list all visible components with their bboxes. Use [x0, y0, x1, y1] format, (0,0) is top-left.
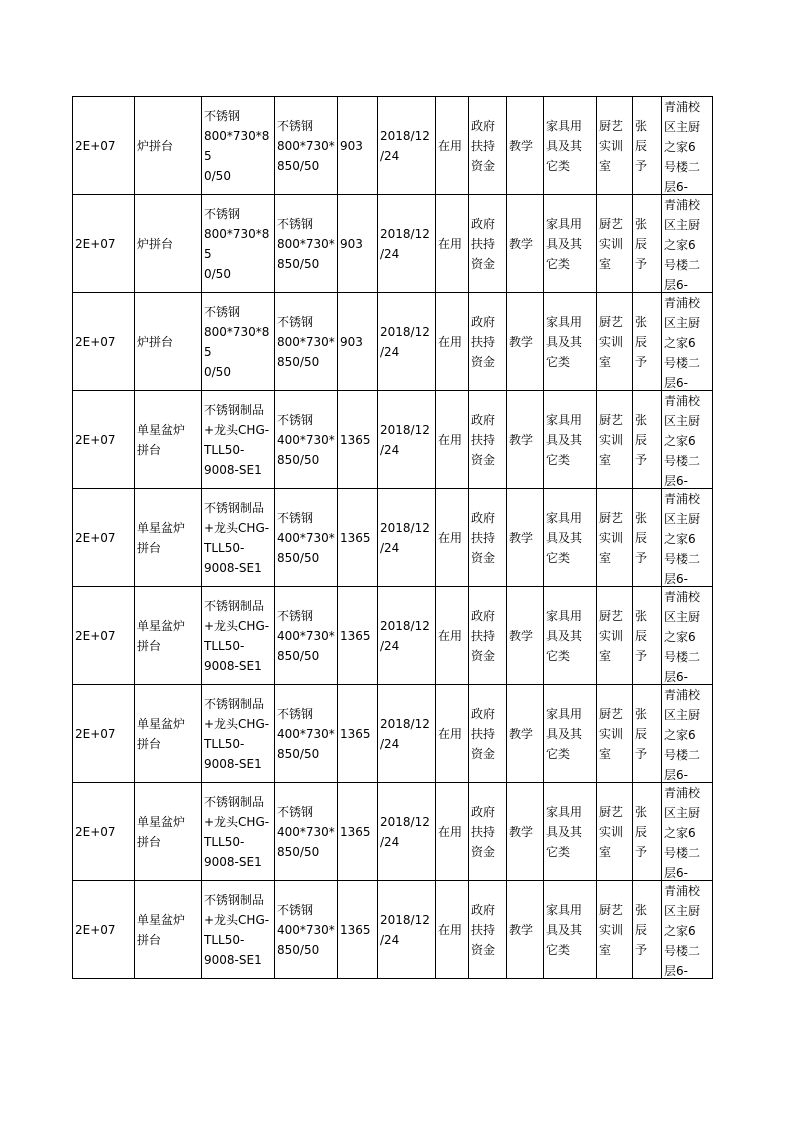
location-cell: [662, 391, 713, 489]
acquire-date-cell-text: 2018/12 /24: [380, 422, 430, 457]
price-cell-text: 1365: [340, 530, 371, 545]
custodian-cell: [633, 685, 662, 783]
department-cell: [597, 293, 633, 391]
location-cell: [662, 489, 713, 587]
spec-model-cell: [202, 587, 275, 685]
location-cell-text: 青浦校 区主厨 之家6 号楼二 层6-: [664, 394, 701, 488]
status-cell-text: 在用: [438, 432, 463, 447]
department-cell-text: 厨艺 实训 室: [599, 902, 624, 957]
table-row: [73, 881, 713, 979]
material-size-cell: [275, 881, 338, 979]
funding-source-cell: [469, 391, 507, 489]
asset-id-cell-text: 2E+07: [75, 530, 116, 545]
category-cell: [544, 587, 597, 685]
asset-name-cell: [135, 783, 202, 881]
category-cell-text: 家具用 具及其 它类: [546, 412, 583, 467]
price-cell: [338, 195, 378, 293]
location-cell: [662, 587, 713, 685]
usage-cell: [507, 587, 544, 685]
department-cell: [597, 587, 633, 685]
location-cell: [662, 881, 713, 979]
asset-name-cell-text: 单星盆炉 拼台: [137, 814, 186, 849]
department-cell-text: 厨艺 实训 室: [599, 510, 624, 565]
material-size-cell: [275, 685, 338, 783]
location-cell-text: 青浦校 区主厨 之家6 号楼二 层6-: [664, 590, 701, 684]
usage-cell: [507, 783, 544, 881]
asset-name-cell-text: 单星盆炉 拼台: [137, 716, 186, 751]
price-cell: [338, 97, 378, 195]
acquire-date-cell-text: 2018/12 /24: [380, 814, 430, 849]
acquire-date-cell: [378, 881, 436, 979]
status-cell-text: 在用: [438, 138, 463, 153]
department-cell-text: 厨艺 实训 室: [599, 314, 624, 369]
table-row: [73, 391, 713, 489]
acquire-date-cell: [378, 783, 436, 881]
location-cell-text: 青浦校 区主厨 之家6 号楼二 层6-: [664, 198, 701, 292]
asset-id-cell-text: 2E+07: [75, 922, 116, 937]
asset-name-cell: [135, 293, 202, 391]
location-cell-text: 青浦校 区主厨 之家6 号楼二 层6-: [664, 786, 701, 880]
spec-model-cell: [202, 881, 275, 979]
table-row: [73, 489, 713, 587]
funding-source-cell: [469, 97, 507, 195]
usage-cell-text: 教学: [509, 530, 534, 545]
price-cell-text: 903: [340, 334, 363, 349]
department-cell: [597, 783, 633, 881]
acquire-date-cell-text: 2018/12 /24: [380, 128, 430, 163]
department-cell-text: 厨艺 实训 室: [599, 608, 624, 663]
status-cell: [436, 97, 469, 195]
location-cell: [662, 293, 713, 391]
asset-table: [72, 96, 713, 979]
category-cell: [544, 195, 597, 293]
custodian-cell: [633, 97, 662, 195]
asset-name-cell-text: 炉拼台: [137, 334, 174, 349]
category-cell-text: 家具用 具及其 它类: [546, 510, 583, 565]
price-cell: [338, 685, 378, 783]
table-row: [73, 195, 713, 293]
price-cell: [338, 293, 378, 391]
category-cell-text: 家具用 具及其 它类: [546, 608, 583, 663]
usage-cell-text: 教学: [509, 726, 534, 741]
price-cell-text: 903: [340, 138, 363, 153]
asset-name-cell: [135, 97, 202, 195]
table-row: [73, 293, 713, 391]
acquire-date-cell-text: 2018/12 /24: [380, 618, 430, 653]
status-cell-text: 在用: [438, 334, 463, 349]
department-cell-text: 厨艺 实训 室: [599, 216, 624, 271]
price-cell: [338, 587, 378, 685]
category-cell-text: 家具用 具及其 它类: [546, 118, 583, 173]
funding-source-cell: [469, 489, 507, 587]
usage-cell: [507, 391, 544, 489]
custodian-cell: [633, 489, 662, 587]
asset-name-cell: [135, 489, 202, 587]
usage-cell: [507, 685, 544, 783]
material-size-cell: [275, 97, 338, 195]
spec-model-cell: [202, 489, 275, 587]
asset-id-cell-text: 2E+07: [75, 236, 116, 251]
spec-model-cell: [202, 293, 275, 391]
status-cell: [436, 489, 469, 587]
spec-model-cell-text: 不锈钢 800*730*85 0/50: [204, 206, 270, 281]
funding-source-cell: [469, 587, 507, 685]
custodian-cell-text: 张 辰 予: [635, 412, 648, 467]
category-cell: [544, 391, 597, 489]
funding-source-cell: [469, 195, 507, 293]
status-cell-text: 在用: [438, 530, 463, 545]
funding-source-cell-text: 政府 扶持 资金: [471, 118, 496, 173]
asset-id-cell: [73, 293, 135, 391]
category-cell: [544, 489, 597, 587]
spec-model-cell-text: 不锈钢制品 +龙头CHG- TLL50- 9008-SE1: [204, 598, 270, 673]
funding-source-cell-text: 政府 扶持 资金: [471, 804, 496, 859]
status-cell: [436, 293, 469, 391]
usage-cell-text: 教学: [509, 432, 534, 447]
custodian-cell: [633, 881, 662, 979]
custodian-cell-text: 张 辰 予: [635, 804, 648, 859]
spec-model-cell: [202, 195, 275, 293]
usage-cell-text: 教学: [509, 334, 534, 349]
funding-source-cell-text: 政府 扶持 资金: [471, 314, 496, 369]
usage-cell-text: 教学: [509, 824, 534, 839]
status-cell: [436, 783, 469, 881]
custodian-cell: [633, 587, 662, 685]
funding-source-cell: [469, 783, 507, 881]
spec-model-cell-text: 不锈钢 800*730*85 0/50: [204, 108, 270, 183]
status-cell-text: 在用: [438, 726, 463, 741]
status-cell: [436, 587, 469, 685]
table-body: [73, 97, 713, 979]
table-row: [73, 97, 713, 195]
asset-name-cell: [135, 195, 202, 293]
acquire-date-cell: [378, 195, 436, 293]
material-size-cell-text: 不锈钢 400*730* 850/50: [277, 902, 335, 957]
spec-model-cell-text: 不锈钢制品 +龙头CHG- TLL50- 9008-SE1: [204, 892, 270, 967]
location-cell-text: 青浦校 区主厨 之家6 号楼二 层6-: [664, 688, 701, 782]
usage-cell-text: 教学: [509, 236, 534, 251]
funding-source-cell-text: 政府 扶持 资金: [471, 902, 496, 957]
table-row: [73, 587, 713, 685]
department-cell-text: 厨艺 实训 室: [599, 412, 624, 467]
location-cell: [662, 783, 713, 881]
material-size-cell: [275, 489, 338, 587]
funding-source-cell: [469, 881, 507, 979]
acquire-date-cell: [378, 587, 436, 685]
spec-model-cell-text: 不锈钢制品 +龙头CHG- TLL50- 9008-SE1: [204, 696, 270, 771]
asset-name-cell-text: 炉拼台: [137, 236, 174, 251]
material-size-cell: [275, 391, 338, 489]
department-cell: [597, 685, 633, 783]
usage-cell-text: 教学: [509, 628, 534, 643]
department-cell: [597, 195, 633, 293]
spec-model-cell-text: 不锈钢制品 +龙头CHG- TLL50- 9008-SE1: [204, 500, 270, 575]
status-cell: [436, 881, 469, 979]
status-cell-text: 在用: [438, 824, 463, 839]
acquire-date-cell: [378, 685, 436, 783]
price-cell-text: 1365: [340, 726, 371, 741]
status-cell: [436, 195, 469, 293]
department-cell-text: 厨艺 实训 室: [599, 804, 624, 859]
material-size-cell-text: 不锈钢 800*730* 850/50: [277, 118, 335, 173]
location-cell: [662, 685, 713, 783]
custodian-cell: [633, 293, 662, 391]
custodian-cell-text: 张 辰 予: [635, 608, 648, 663]
asset-id-cell: [73, 489, 135, 587]
asset-id-cell: [73, 587, 135, 685]
custodian-cell: [633, 391, 662, 489]
material-size-cell-text: 不锈钢 400*730* 850/50: [277, 412, 335, 467]
custodian-cell: [633, 195, 662, 293]
funding-source-cell-text: 政府 扶持 资金: [471, 216, 496, 271]
asset-id-cell-text: 2E+07: [75, 334, 116, 349]
asset-id-cell-text: 2E+07: [75, 824, 116, 839]
usage-cell-text: 教学: [509, 138, 534, 153]
spec-model-cell-text: 不锈钢制品 +龙头CHG- TLL50- 9008-SE1: [204, 794, 270, 869]
department-cell: [597, 97, 633, 195]
acquire-date-cell-text: 2018/12 /24: [380, 324, 430, 359]
usage-cell: [507, 293, 544, 391]
acquire-date-cell: [378, 97, 436, 195]
price-cell: [338, 391, 378, 489]
department-cell: [597, 391, 633, 489]
price-cell-text: 1365: [340, 432, 371, 447]
funding-source-cell-text: 政府 扶持 资金: [471, 608, 496, 663]
funding-source-cell-text: 政府 扶持 资金: [471, 510, 496, 565]
material-size-cell: [275, 293, 338, 391]
usage-cell: [507, 881, 544, 979]
material-size-cell-text: 不锈钢 400*730* 850/50: [277, 608, 335, 663]
acquire-date-cell-text: 2018/12 /24: [380, 716, 430, 751]
asset-id-cell-text: 2E+07: [75, 138, 116, 153]
category-cell: [544, 293, 597, 391]
department-cell: [597, 881, 633, 979]
funding-source-cell: [469, 685, 507, 783]
table-row: [73, 685, 713, 783]
spec-model-cell-text: 不锈钢制品 +龙头CHG- TLL50- 9008-SE1: [204, 402, 270, 477]
location-cell: [662, 97, 713, 195]
asset-id-cell-text: 2E+07: [75, 432, 116, 447]
asset-name-cell-text: 单星盆炉 拼台: [137, 520, 186, 555]
department-cell-text: 厨艺 实训 室: [599, 706, 624, 761]
spec-model-cell: [202, 97, 275, 195]
spec-model-cell: [202, 391, 275, 489]
location-cell: [662, 195, 713, 293]
asset-id-cell: [73, 97, 135, 195]
material-size-cell-text: 不锈钢 400*730* 850/50: [277, 804, 335, 859]
material-size-cell-text: 不锈钢 400*730* 850/50: [277, 510, 335, 565]
material-size-cell-text: 不锈钢 400*730* 850/50: [277, 706, 335, 761]
status-cell-text: 在用: [438, 922, 463, 937]
price-cell-text: 1365: [340, 628, 371, 643]
material-size-cell-text: 不锈钢 800*730* 850/50: [277, 216, 335, 271]
asset-name-cell-text: 炉拼台: [137, 138, 174, 153]
department-cell-text: 厨艺 实训 室: [599, 118, 624, 173]
location-cell-text: 青浦校 区主厨 之家6 号楼二 层6-: [664, 884, 701, 978]
usage-cell: [507, 195, 544, 293]
funding-source-cell-text: 政府 扶持 资金: [471, 412, 496, 467]
status-cell: [436, 391, 469, 489]
spec-model-cell-text: 不锈钢 800*730*85 0/50: [204, 304, 270, 379]
funding-source-cell-text: 政府 扶持 资金: [471, 706, 496, 761]
material-size-cell: [275, 587, 338, 685]
status-cell-text: 在用: [438, 236, 463, 251]
department-cell: [597, 489, 633, 587]
price-cell: [338, 489, 378, 587]
funding-source-cell: [469, 293, 507, 391]
usage-cell: [507, 97, 544, 195]
category-cell-text: 家具用 具及其 它类: [546, 902, 583, 957]
spec-model-cell: [202, 783, 275, 881]
asset-id-cell-text: 2E+07: [75, 726, 116, 741]
acquire-date-cell: [378, 391, 436, 489]
asset-name-cell: [135, 391, 202, 489]
acquire-date-cell-text: 2018/12 /24: [380, 520, 430, 555]
material-size-cell-text: 不锈钢 800*730* 850/50: [277, 314, 335, 369]
asset-name-cell-text: 单星盆炉 拼台: [137, 422, 186, 457]
asset-id-cell: [73, 783, 135, 881]
material-size-cell: [275, 783, 338, 881]
price-cell-text: 903: [340, 236, 363, 251]
acquire-date-cell: [378, 293, 436, 391]
status-cell-text: 在用: [438, 628, 463, 643]
location-cell-text: 青浦校 区主厨 之家6 号楼二 层6-: [664, 296, 701, 390]
custodian-cell-text: 张 辰 予: [635, 314, 648, 369]
custodian-cell-text: 张 辰 予: [635, 118, 648, 173]
location-cell-text: 青浦校 区主厨 之家6 号楼二 层6-: [664, 100, 701, 194]
usage-cell-text: 教学: [509, 922, 534, 937]
price-cell-text: 1365: [340, 824, 371, 839]
asset-id-cell: [73, 195, 135, 293]
custodian-cell: [633, 783, 662, 881]
asset-name-cell: [135, 685, 202, 783]
category-cell: [544, 881, 597, 979]
price-cell-text: 1365: [340, 922, 371, 937]
asset-id-cell: [73, 685, 135, 783]
asset-name-cell-text: 单星盆炉 拼台: [137, 912, 186, 947]
asset-name-cell: [135, 587, 202, 685]
category-cell-text: 家具用 具及其 它类: [546, 314, 583, 369]
asset-name-cell-text: 单星盆炉 拼台: [137, 618, 186, 653]
material-size-cell: [275, 195, 338, 293]
category-cell-text: 家具用 具及其 它类: [546, 804, 583, 859]
category-cell: [544, 783, 597, 881]
asset-id-cell: [73, 881, 135, 979]
table-row: [73, 783, 713, 881]
spec-model-cell: [202, 685, 275, 783]
price-cell: [338, 783, 378, 881]
category-cell: [544, 685, 597, 783]
asset-id-cell: [73, 391, 135, 489]
acquire-date-cell: [378, 489, 436, 587]
asset-id-cell-text: 2E+07: [75, 628, 116, 643]
custodian-cell-text: 张 辰 予: [635, 216, 648, 271]
category-cell-text: 家具用 具及其 它类: [546, 706, 583, 761]
usage-cell: [507, 489, 544, 587]
price-cell: [338, 881, 378, 979]
category-cell-text: 家具用 具及其 它类: [546, 216, 583, 271]
custodian-cell-text: 张 辰 予: [635, 902, 648, 957]
asset-name-cell: [135, 881, 202, 979]
status-cell: [436, 685, 469, 783]
custodian-cell-text: 张 辰 予: [635, 510, 648, 565]
acquire-date-cell-text: 2018/12 /24: [380, 226, 430, 261]
category-cell: [544, 97, 597, 195]
location-cell-text: 青浦校 区主厨 之家6 号楼二 层6-: [664, 492, 701, 586]
custodian-cell-text: 张 辰 予: [635, 706, 648, 761]
acquire-date-cell-text: 2018/12 /24: [380, 912, 430, 947]
